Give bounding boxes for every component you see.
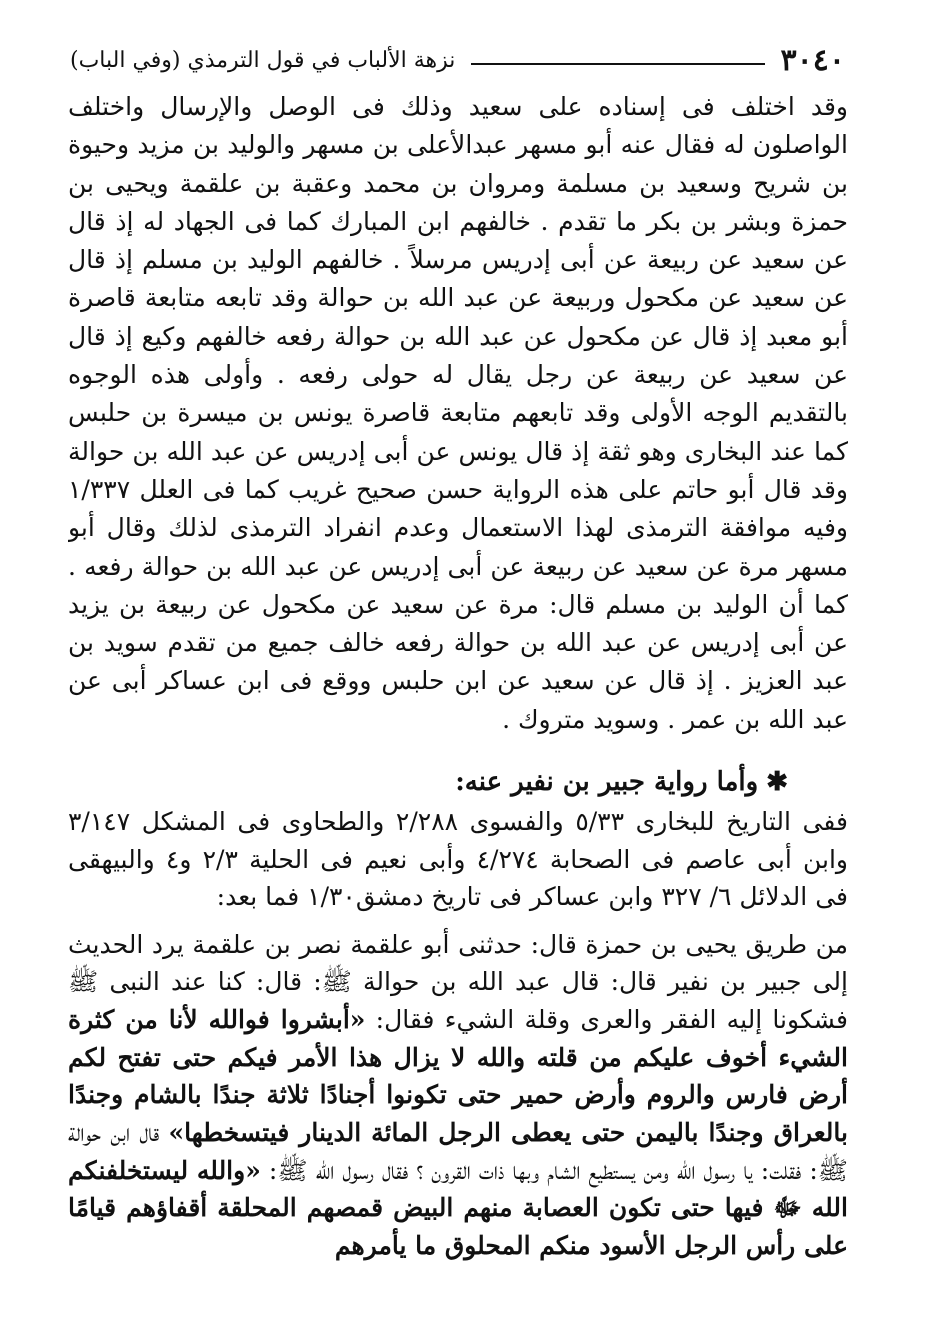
running-title: نزهة الألباب في قول الترمذي (وفي الباب) (70, 47, 456, 73)
hadith-intro-text: من طريق يحيى بن حمزة قال: حدثنى أبو علقمة نصر بن علقمة يرد الحديث إلى جبير بن نفير قال: قال عبد الله بن حوالة ﷺ: قال: كنا عند النبى ﷺ فشكونا إليه الفقر والعرى وقلة الشيء فقال: (68, 929, 848, 1034)
star-bullet-icon: ✱ (766, 767, 788, 797)
page-body (68, 88, 848, 1265)
header-rule (471, 63, 764, 65)
section-heading (68, 763, 848, 801)
hadith-quote-1: «أبشروا فوالله لأنا من كثرة الشيء أخوف عليكم من قلته والله لا يزال هذا الأمر فيكم حتى تفتح لكم أرض فارس والروم وأرض حمير حتى تكونوا أجنادًا ثلاثة جندًا بالشام وجندًا بالعراق وجندًا باليمن حتى يعطى الرجل المائة الدينار فيتسخطها» (68, 1004, 848, 1148)
paragraph-sources: ففى التاريخ للبخارى ٥/٣٣ والفسوى ٢/٢٨٨ والطحاوى فى المشكل ٣/١٤٧ وابن أبى عاصم فى الصحابة ٤/٢٧٤ وأبى نعيم فى الحلية ٢/٣ و٤ والبيهقى فى الدلائل ٦/ ٣٢٧ وابن عساكر فى تاريخ دمشق١/٣٠ فما بعد: (68, 807, 848, 911)
paragraph-hadith (68, 926, 848, 1265)
page-number: ٣٠٤٠ (780, 42, 845, 78)
paragraph-isnad-discussion: وقد اختلف فى إسناده على سعيد وذلك فى الوصل والإرسال واختلف الواصلون له فقال عنه أبو مسهر عبدالأعلى بن مسهر والوليد بن مزيد وحيوة بن شريح وسعيد بن مسلمة ومروان بن محمد وعقبة بن علقمة ويحيى بن حمزة وبشر بن بكر ما تقدم . خالفهم ابن المبارك كما فى الجهاد له إذ قال عن سعيد عن ربيعة عن أبى إدريس مرسلاً . خالفهم الوليد بن مسلم إذ قال عن سعيد عن مكحول وربيعة عن عبد الله بن حوالة وقد تابعه متابعة قاصرة أبو معبد إذ قال عن مكحول عن عبد الله بن حوالة رفعه خالفهم وكيع إذ قال عن سعيد عن ربيعة عن رجل يقال له حولى رفعه . وأولى هذه الوجوه بالتقديم الوجه الأولى وقد تابعهم متابعة قاصرة يونس بن ميسرة بن حلبس كما عند البخارى وهو ثقة إذ قال يونس عن أبى إدريس عن عبد الله بن حوالة وقد قال أبو حاتم على هذه الرواية حسن صحيح غريب كما فى العلل ١/٣٣٧ وفيه موافقة الترمذى لهذا الاستعمال وعدم انفراد الترمذى لذلك وقال أبو مسهر مرة عن سعيد عن ربيعة عن أبى إدريس عن عبد الله بن حوالة رفعه . كما أن الوليد بن مسلم قال: مرة عن سعيد عن مكحول عن ربيعة بن يزيد عن أبى إدريس عن عبد الله بن حوالة رفعه خالف جميع من تقدم سويد بن عبد العزيز . إذ قال عن سعيد عن ابن حلبس ووقع فى ابن عساكر أبى عن عبد الله بن عمر . وسويد متروك . (68, 92, 848, 734)
hadith-quote-2: «والله ليستخلفنكم الله ﷻ فيها حتى تكون العصابة منهم البيض قمصهم المحلقة أقفاؤهم قيامًا على رأس الرجل الأسود منكم المحلوق ما يأمرهم (68, 1155, 848, 1261)
page-header (70, 38, 845, 82)
section-heading-text: وأما رواية جبير بن نفير عنه: (455, 767, 759, 797)
hadith-middle-text: قال ابن حوالة ﷺ: فقلت: يا رسول الله ومن يستطيع الشام وبها ذات القرون ؟ فقال رسول الله ﷺ: (68, 1118, 848, 1185)
